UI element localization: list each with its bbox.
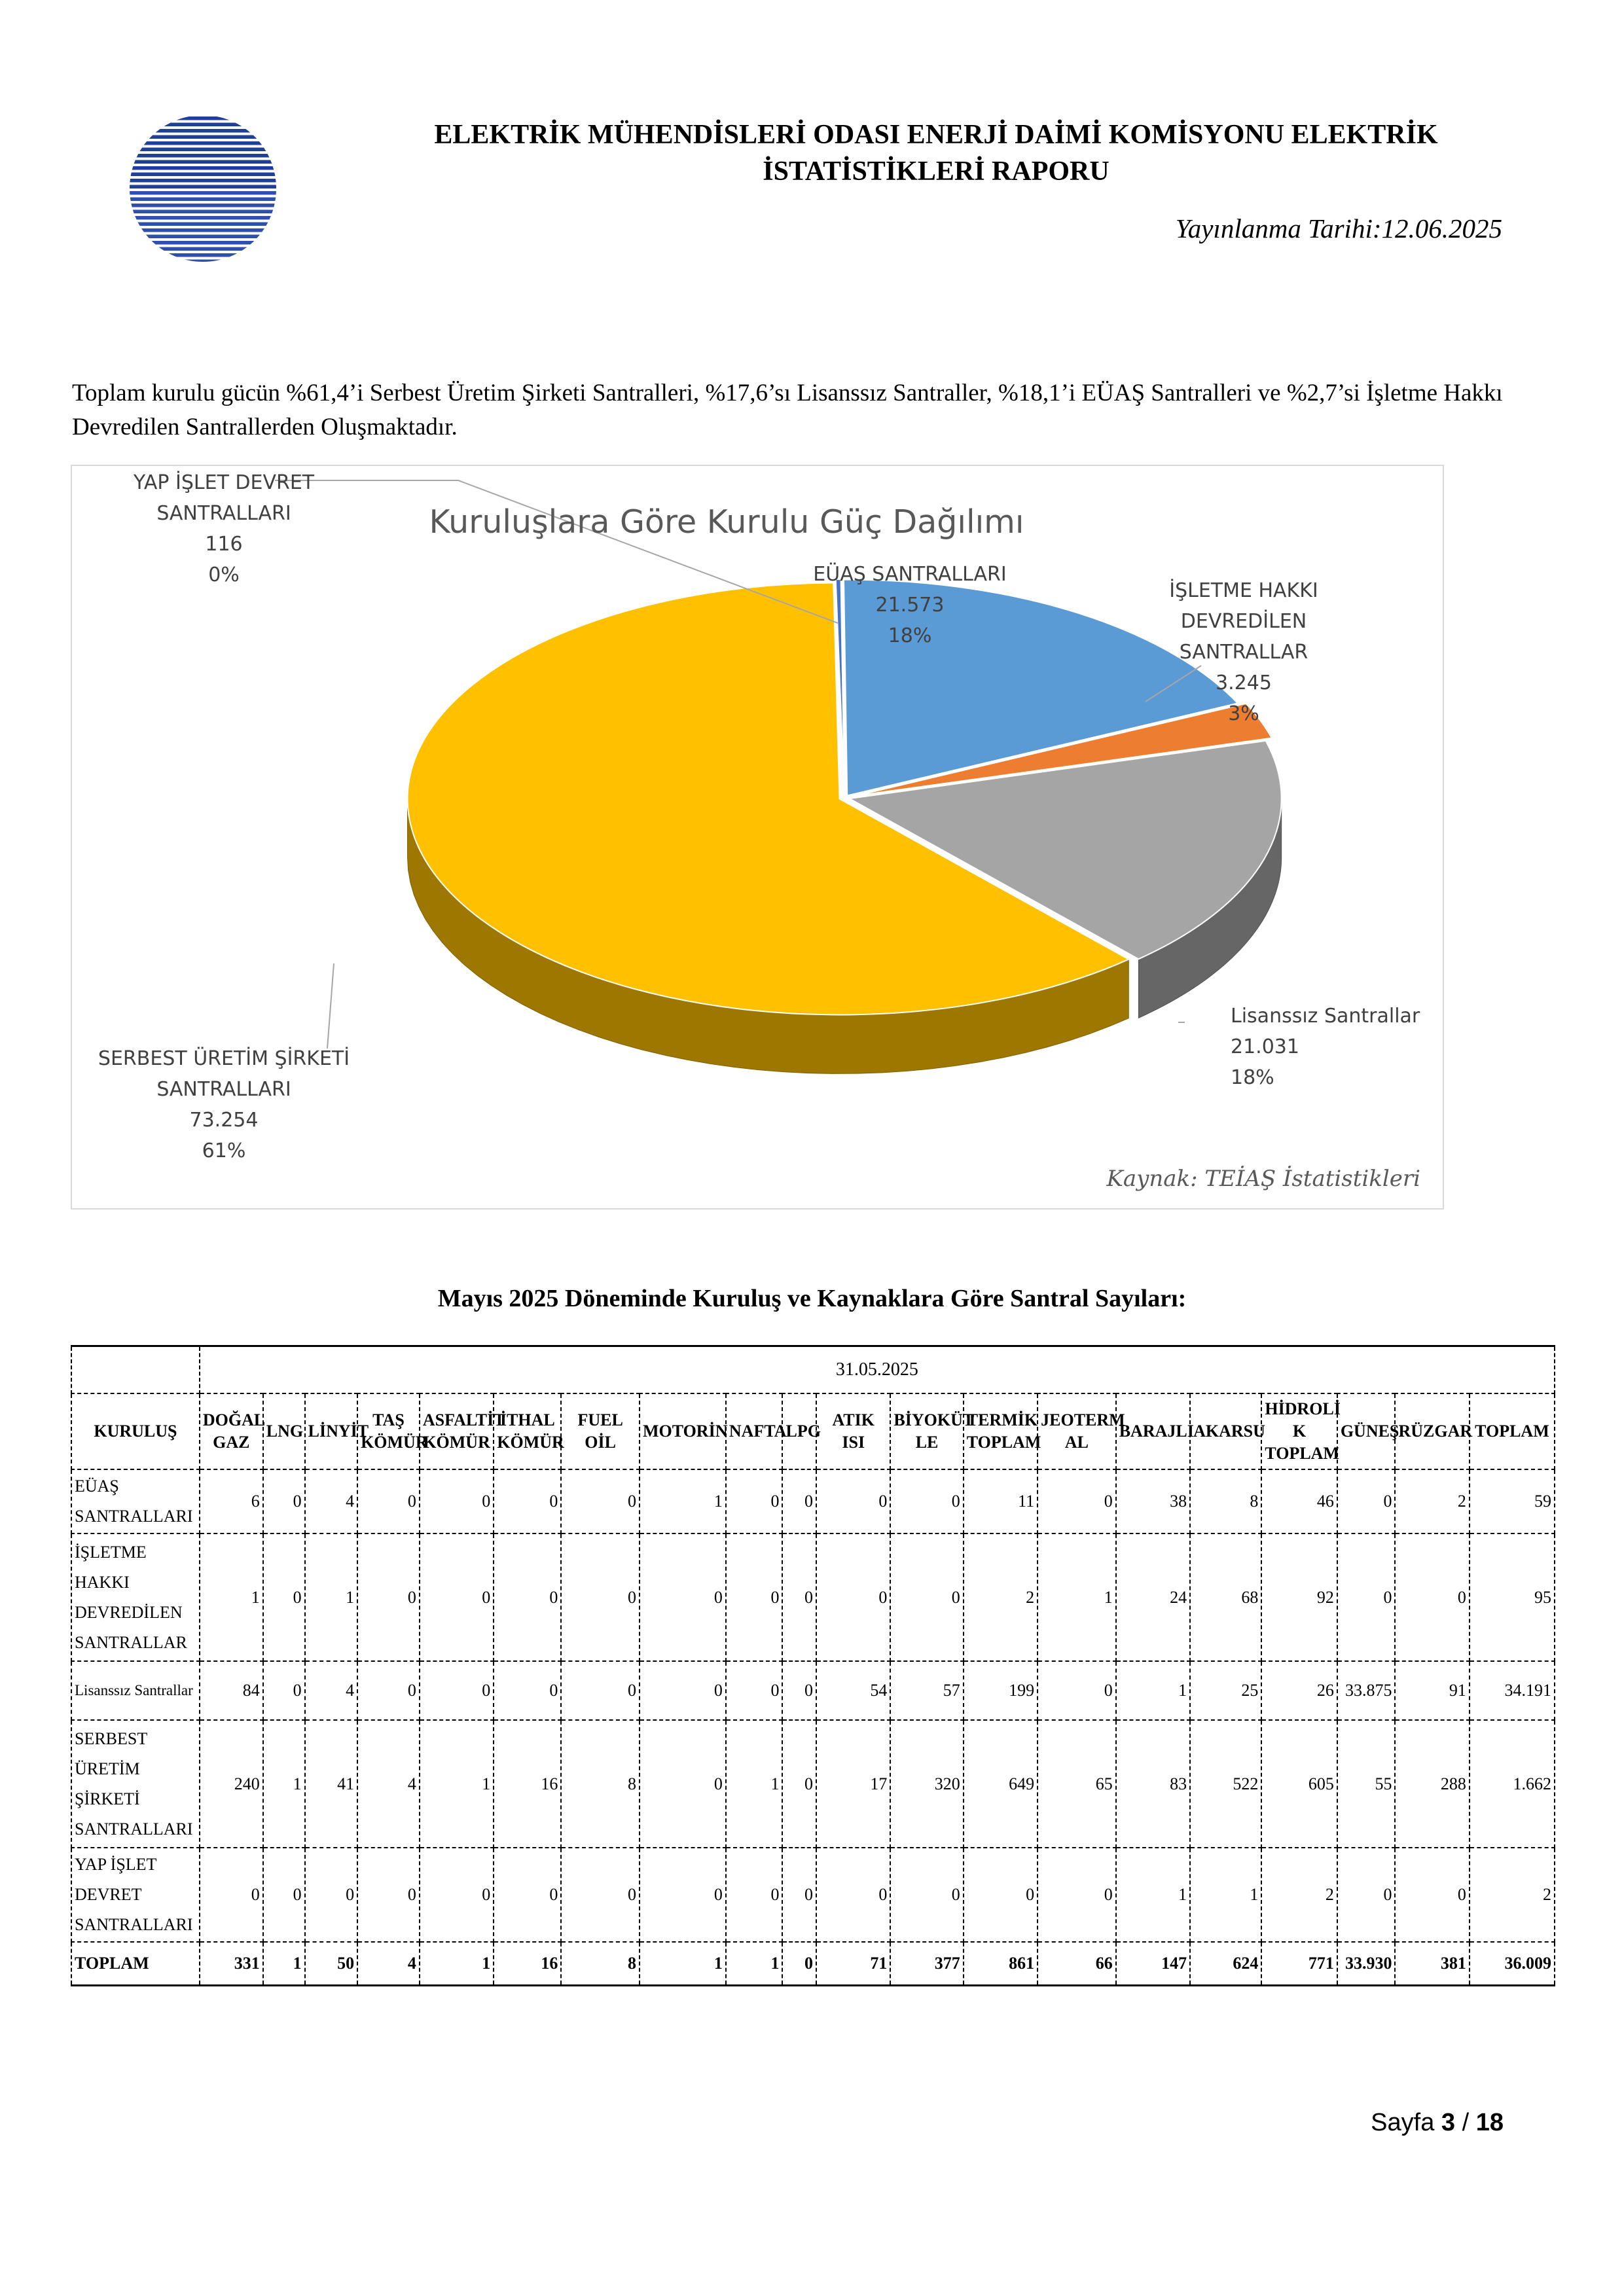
logo-stripe: [105, 123, 301, 127]
pie-label-percent: 3%: [1228, 702, 1259, 725]
table-cell: 0: [494, 1661, 561, 1720]
column-header: LNG: [263, 1393, 305, 1469]
table-row: [71, 1848, 1555, 1942]
table-cell: 2: [964, 1534, 1038, 1661]
pie-label-name: SERBEST ÜRETİM ŞİRKETİ: [98, 1047, 350, 1070]
row-label: Lisanssız Santrallar: [71, 1661, 200, 1720]
logo-stripe: [105, 223, 301, 226]
column-header: GÜNEŞ: [1337, 1393, 1396, 1469]
table-cell: 1.662: [1470, 1720, 1555, 1848]
table-cell: 55: [1337, 1720, 1396, 1848]
table-cell: 0: [494, 1848, 561, 1942]
total-cell: 8: [561, 1942, 640, 1986]
table-cell: 1: [1116, 1848, 1190, 1942]
table-cell: 0: [263, 1848, 305, 1942]
column-header: NAFTA: [726, 1393, 783, 1469]
table-cell: 0: [357, 1848, 420, 1942]
total-label: TOPLAM: [71, 1942, 200, 1986]
column-header: ATIK ISI: [816, 1393, 890, 1469]
column-header: LPG: [782, 1393, 816, 1469]
table-cell: 0: [1038, 1848, 1116, 1942]
table-cell: 38: [1116, 1469, 1190, 1534]
table-cell: 0: [357, 1661, 420, 1720]
table-cell: 0: [640, 1720, 726, 1848]
table-cell: 0: [1337, 1848, 1396, 1942]
pie-label-percent: 18%: [888, 624, 932, 647]
table-cell: 95: [1470, 1534, 1555, 1661]
table-cell: 0: [890, 1534, 963, 1661]
table-cell: 92: [1261, 1534, 1337, 1661]
table-cell: 1: [726, 1720, 783, 1848]
logo-stripe: [105, 216, 301, 220]
table-cell: 17: [816, 1720, 890, 1848]
pie-label-name: SANTRALLAR: [1179, 641, 1308, 664]
table-cell: 16: [494, 1720, 561, 1848]
row-label: SERBEST ÜRETİM ŞİRKETİ SANTRALLARI: [71, 1720, 200, 1848]
pie-label-name: YAP İŞLET DEVRET: [133, 471, 315, 494]
table-cell: 0: [561, 1534, 640, 1661]
pie-leader-line: [327, 963, 334, 1049]
total-cell: 16: [494, 1942, 561, 1986]
emo-logo: [105, 110, 301, 267]
table-cell: 34.191: [1470, 1661, 1555, 1720]
page-total: 18: [1475, 2109, 1504, 2136]
table-cell: 54: [816, 1661, 890, 1720]
column-header: RÜZGAR: [1395, 1393, 1469, 1469]
table-cell: 320: [890, 1720, 963, 1848]
table-cell: 0: [263, 1661, 305, 1720]
logo-stripe: [105, 210, 301, 214]
table-cell: 59: [1470, 1469, 1555, 1534]
table-cell: 0: [816, 1534, 890, 1661]
table-cell: 0: [200, 1848, 263, 1942]
logo-stripe: [105, 204, 301, 207]
table-cell: 1: [200, 1534, 263, 1661]
table-cell: 11: [964, 1469, 1038, 1534]
table-cell: 0: [1038, 1469, 1116, 1534]
logo-stripe: [105, 179, 301, 183]
publish-date: Yayınlanma Tarihi:12.06.2025: [1175, 213, 1502, 243]
column-header: DOĞAL GAZ: [200, 1393, 263, 1469]
table-total-row: [71, 1942, 1555, 1986]
table-cell: 0: [726, 1661, 783, 1720]
table-cell: 0: [420, 1848, 494, 1942]
table-cell: 0: [726, 1534, 783, 1661]
logo-stripe: [105, 148, 301, 152]
logo-stripe: [105, 198, 301, 202]
column-header: BİYOKÜT LE: [890, 1393, 963, 1469]
logo-stripe: [105, 235, 301, 239]
table-cell: 8: [561, 1720, 640, 1848]
chart-source: Kaynak: TEİAŞ İstatistikleri: [1106, 1166, 1420, 1192]
column-header-kurulus: KURULUŞ: [71, 1393, 200, 1469]
table-cell: 1: [420, 1720, 494, 1848]
total-cell: 624: [1190, 1942, 1261, 1986]
table-title: Mayıs 2025 Döneminde Kuruluş ve Kaynaklara Göre Santral Sayıları:: [437, 1285, 1187, 1312]
page-current: 3: [1441, 2109, 1456, 2136]
table-cell: 2: [1261, 1848, 1337, 1942]
table-cell: 0: [640, 1661, 726, 1720]
table-cell: 0: [640, 1848, 726, 1942]
table-cell: 0: [494, 1469, 561, 1534]
pie-label-value: 3.245: [1216, 672, 1272, 694]
table-cell: 0: [1337, 1534, 1396, 1661]
table-cell: 0: [964, 1848, 1038, 1942]
total-cell: 331: [200, 1942, 263, 1986]
table-cell: 2: [1395, 1469, 1469, 1534]
table-cell: 0: [561, 1469, 640, 1534]
table-cell: 2: [1470, 1848, 1555, 1942]
plant-count-table: [71, 1345, 1555, 1986]
table-cell: 240: [200, 1720, 263, 1848]
table-row: [71, 1661, 1555, 1720]
table-cell: 0: [263, 1534, 305, 1661]
table-cell: 0: [1038, 1661, 1116, 1720]
report-title: [308, 117, 1564, 190]
logo-stripe: [105, 241, 301, 245]
pie-label-percent: 0%: [208, 564, 240, 586]
pie-label-name: SANTRALLARI: [156, 1078, 291, 1101]
table-cell: 0: [640, 1534, 726, 1661]
table-cell: 33.875: [1337, 1661, 1396, 1720]
table-cell: 24: [1116, 1534, 1190, 1661]
logo-stripe: [105, 129, 301, 133]
pie-label-name: SANTRALLARI: [156, 502, 291, 525]
logo-stripe: [105, 260, 301, 264]
pie-label-percent: 18%: [1231, 1066, 1274, 1089]
logo-stripe: [105, 160, 301, 164]
page-separator: /: [1455, 2109, 1476, 2136]
logo-stripe: [105, 247, 301, 251]
total-cell: 381: [1395, 1942, 1469, 1986]
table-cell: 0: [1395, 1848, 1469, 1942]
page-prefix: Sayfa: [1371, 2109, 1441, 2136]
total-cell: 771: [1261, 1942, 1337, 1986]
column-header: FUEL OİL: [561, 1393, 640, 1469]
table-cell: 0: [816, 1469, 890, 1534]
column-header: İTHAL KÖMÜR: [494, 1393, 561, 1469]
total-cell: 861: [964, 1942, 1038, 1986]
column-header: HİDROLİ K TOPLAM: [1261, 1393, 1337, 1469]
table-cell: 0: [1395, 1534, 1469, 1661]
table-row: [71, 1720, 1555, 1848]
logo-stripe: [105, 191, 301, 195]
table-cell: 57: [890, 1661, 963, 1720]
table-cell: 0: [890, 1469, 963, 1534]
table-cell: 65: [1038, 1720, 1116, 1848]
column-header: TERMİK TOPLAM: [964, 1393, 1038, 1469]
table-cell: 1: [305, 1534, 357, 1661]
column-header: BARAJLI: [1116, 1393, 1190, 1469]
column-header: AKARSU: [1190, 1393, 1261, 1469]
pie-label-value: 21.573: [875, 594, 945, 617]
table-cell: 649: [964, 1720, 1038, 1848]
total-cell: 0: [782, 1942, 816, 1986]
logo-stripe: [105, 228, 301, 232]
table-cell: 0: [782, 1469, 816, 1534]
total-cell: 147: [1116, 1942, 1190, 1986]
table-cell: 0: [782, 1720, 816, 1848]
chart-title: Kuruluşlara Göre Kurulu Güç Dağılımı: [429, 503, 1024, 541]
column-header: ASFALTİT KÖMÜR: [420, 1393, 494, 1469]
table-row: [71, 1534, 1555, 1661]
table-cell: 0: [420, 1661, 494, 1720]
column-header: TAŞ KÖMÜR: [357, 1393, 420, 1469]
logo-stripe: [105, 154, 301, 158]
table-cell: 84: [200, 1661, 263, 1720]
table-cell: 0: [420, 1469, 494, 1534]
row-label: EÜAŞ SANTRALLARI: [71, 1469, 200, 1534]
table-cell: 0: [782, 1848, 816, 1942]
row-label: YAP İŞLET DEVRET SANTRALLARI: [71, 1848, 200, 1942]
report-title-line2: İSTATİSTİKLERİ RAPORU: [763, 156, 1110, 187]
logo-stripe: [105, 253, 301, 257]
table-cell: 0: [561, 1848, 640, 1942]
total-cell: 4: [357, 1942, 420, 1986]
column-header: TOPLAM: [1470, 1393, 1555, 1469]
total-cell: 1: [263, 1942, 305, 1986]
page-number: [1371, 2109, 1504, 2137]
table-cell: 0: [726, 1469, 783, 1534]
total-cell: 1: [420, 1942, 494, 1986]
column-header: LİNYİT: [305, 1393, 357, 1469]
table-cell: 522: [1190, 1720, 1261, 1848]
column-header: MOTORİN: [640, 1393, 726, 1469]
table-cell: 0: [1337, 1469, 1396, 1534]
table-cell: 1: [1116, 1661, 1190, 1720]
logo-stripe: [105, 135, 301, 139]
table-cell: 0: [782, 1661, 816, 1720]
table-cell: 0: [305, 1848, 357, 1942]
table-cell: 0: [494, 1534, 561, 1661]
table-cell: 0: [782, 1534, 816, 1661]
table-cell: 288: [1395, 1720, 1469, 1848]
table-cell: 1: [640, 1469, 726, 1534]
logo-stripe: [105, 166, 301, 170]
column-header: JEOTERM AL: [1038, 1393, 1116, 1469]
logo-stripe: [105, 141, 301, 145]
intro-paragraph: Toplam kurulu gücün %61,4’i Serbest Üretim Şirketi Santralleri, %17,6’sı Lisanssız Santraller, %18,1’i EÜAŞ Santralleri ve %2,7’si İşletme Hakkı Devredilen Santrallerden Oluşmaktadır.: [72, 380, 1503, 440]
pie-label-name: DEVREDİLEN: [1180, 610, 1307, 633]
table-cell: 0: [263, 1469, 305, 1534]
table-cell: 0: [561, 1661, 640, 1720]
pie-chart: [72, 466, 1443, 1208]
pie-chart-box: [71, 465, 1444, 1210]
total-cell: 377: [890, 1942, 963, 1986]
table-cell: 1: [1190, 1848, 1261, 1942]
logo-stripe: [105, 117, 301, 120]
table-cell: 1: [263, 1720, 305, 1848]
table-cell: 4: [357, 1720, 420, 1848]
total-cell: 66: [1038, 1942, 1116, 1986]
table-cell: 8: [1190, 1469, 1261, 1534]
logo-stripe: [105, 185, 301, 189]
total-cell: 36.009: [1470, 1942, 1555, 1986]
pie-label-name: İŞLETME HAKKI: [1169, 579, 1318, 602]
total-cell: 1: [726, 1942, 783, 1986]
pie-label-value: 116: [205, 533, 243, 556]
table-cell: 26: [1261, 1661, 1337, 1720]
table-cell: 199: [964, 1661, 1038, 1720]
table-cell: 83: [1116, 1720, 1190, 1848]
total-cell: 1: [640, 1942, 726, 1986]
table-cell: 6: [200, 1469, 263, 1534]
table-cell: 0: [890, 1848, 963, 1942]
table-cell: 91: [1395, 1661, 1469, 1720]
table-cell: 605: [1261, 1720, 1337, 1848]
report-title-line1: ELEKTRİK MÜHENDİSLERİ ODASI ENERJİ DAİMİ KOMİSYONU ELEKTRİK: [434, 120, 1438, 150]
plant-count-table-wrap: [71, 1345, 1555, 1986]
table-cell: 0: [816, 1848, 890, 1942]
logo-stripe: [105, 173, 301, 177]
table-row: [71, 1469, 1555, 1534]
table-cell: 68: [1190, 1534, 1261, 1661]
pie-label-name: Lisanssız Santrallar: [1231, 1005, 1420, 1028]
pie-label-value: 21.031: [1231, 1035, 1299, 1058]
total-cell: 33.930: [1337, 1942, 1396, 1986]
total-cell: 50: [305, 1942, 357, 1986]
table-cell: 4: [305, 1469, 357, 1534]
row-label: İŞLETME HAKKI DEVREDİLEN SANTRALLAR: [71, 1534, 200, 1661]
table-cell: 41: [305, 1720, 357, 1848]
table-date: 31.05.2025: [200, 1346, 1555, 1394]
table-cell: 46: [1261, 1469, 1337, 1534]
table-corner-cell: [71, 1346, 200, 1394]
table-cell: 0: [726, 1848, 783, 1942]
pie-label-percent: 61%: [202, 1139, 246, 1162]
table-cell: 25: [1190, 1661, 1261, 1720]
pie-label-name: EÜAŞ SANTRALLARI: [813, 563, 1007, 586]
table-cell: 4: [305, 1661, 357, 1720]
pie-label-value: 73.254: [189, 1109, 259, 1132]
table-cell: 0: [420, 1534, 494, 1661]
table-cell: 0: [357, 1469, 420, 1534]
table-cell: 0: [357, 1534, 420, 1661]
table-cell: 1: [1038, 1534, 1116, 1661]
total-cell: 71: [816, 1942, 890, 1986]
